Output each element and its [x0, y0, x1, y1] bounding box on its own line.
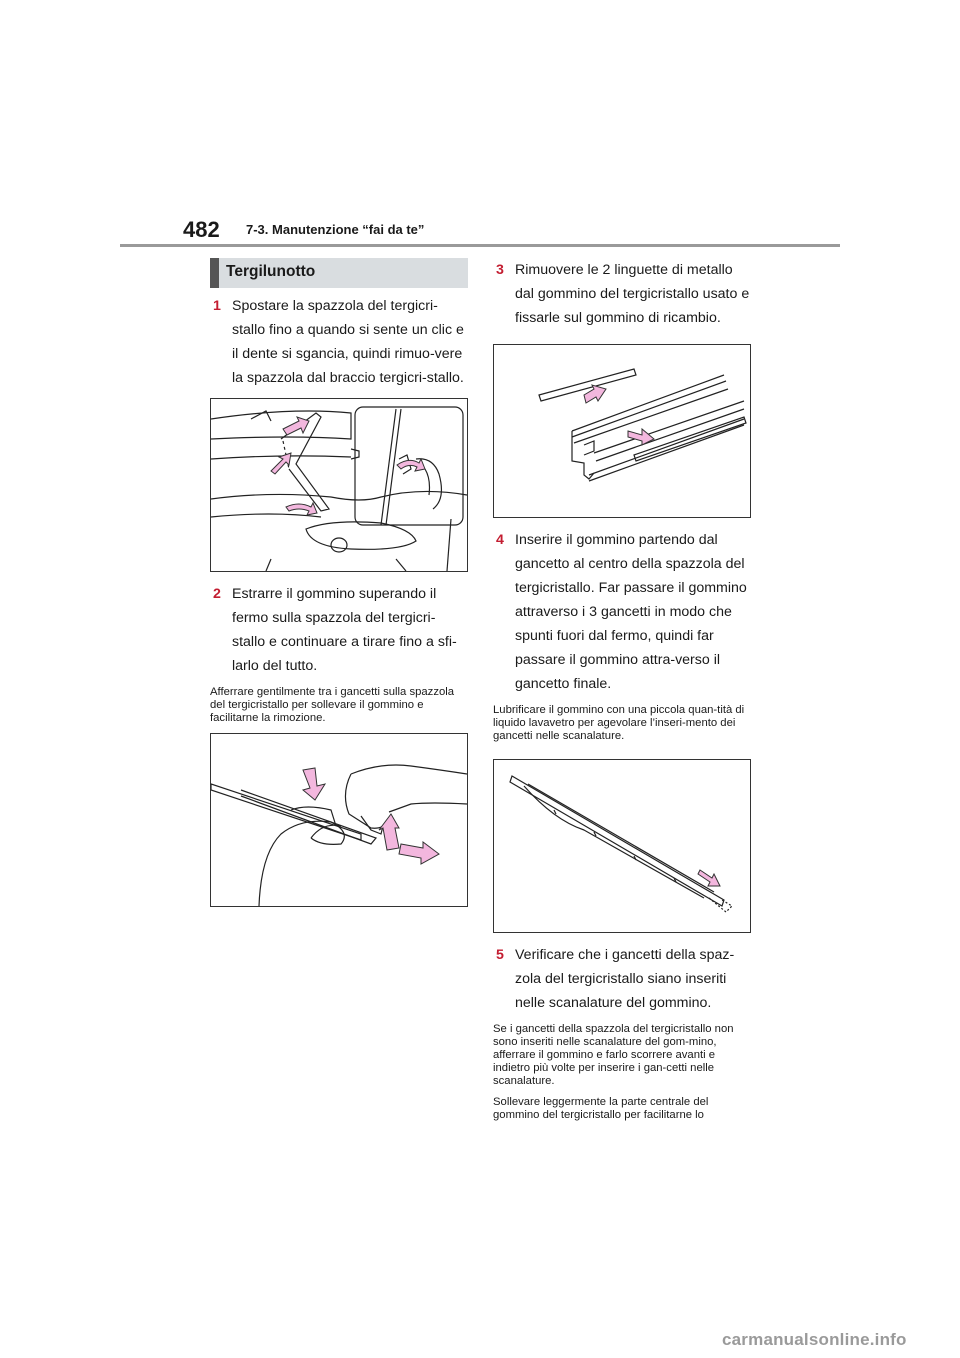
section-heading-text: Tergilunotto [226, 263, 316, 280]
watermark: carmanualsonline.info [722, 1330, 907, 1349]
step-2 [210, 582, 468, 678]
header-divider [120, 244, 840, 247]
step-text: Verificare che i gancetti della spaz-zola del tergicristallo siano inseriti nelle scanalature del gommino. [515, 947, 735, 1011]
figure-remove-wiper-blade [210, 398, 468, 572]
step-text: Spostare la spazzola del tergicri-stallo fino a quando si sente un clic e il dente si sgancia, quindi rimuo-vere la spazzola dal braccio tergicri-stallo. [232, 298, 464, 386]
step-number: 1 [213, 298, 221, 314]
step-text: Rimuovere le 2 linguette di metallo dal gommino del tergicristallo usato e fissarle sul gommino di ricambio. [515, 262, 750, 326]
step-4 [493, 528, 751, 696]
section-title: 7-3. Manutenzione “fai da te” [246, 222, 425, 237]
step-1 [210, 294, 468, 390]
figure-metal-strips [493, 344, 751, 518]
note-text: Sollevare leggermente la parte centrale del gommino del tergicristallo per facilitarne lo [493, 1096, 709, 1121]
right-column [493, 258, 751, 1130]
section-heading [210, 258, 468, 288]
step-number: 2 [213, 586, 221, 602]
step-text: Inserire il gommino partendo dal gancetto al centro della spazzola del tergicristallo. Far passare il gommino attraverso i 3 gancetti in modo che spunti fuori dal fermo, quindi far passare il gommino attra-verso il gancetto finale. [515, 532, 747, 692]
note-text: Se i gancetti della spazzola del tergicristallo non sono inseriti nelle scanalature del gom-mino, afferrare il gommino e farlo scorrere avanti e indietro più volte per inserire i gan-cetti nelle scanalature. [493, 1023, 734, 1087]
left-column [210, 258, 468, 917]
figure-pull-rubber [210, 733, 468, 907]
step-number: 4 [496, 532, 504, 548]
figure-insert-rubber [493, 759, 751, 933]
wiper-blade-removal-illustration [211, 399, 467, 571]
step-text: Estrarre il gommino superando il fermo sulla spazzola del tergicri-stallo e continuare a tirare fino a sfi-larlo del tutto. [232, 586, 457, 674]
rubber-pull-illustration [211, 734, 467, 906]
rubber-insert-illustration [494, 760, 748, 932]
page-number: 482 [183, 217, 220, 242]
step-number: 5 [496, 947, 504, 963]
note-text: Lubrificare il gommino con una piccola quan-tità di liquido lavavetro per agevolare l’inseri-mento dei gancetti nelle scanalature. [493, 704, 745, 742]
step-5 [493, 943, 751, 1015]
step-number: 3 [496, 262, 504, 278]
metal-strips-illustration [494, 345, 748, 517]
note-text: Afferrare gentilmente tra i gancetti sulla spazzola del tergicristallo per sollevare il gommino e facilitarne la rimozione. [210, 686, 455, 724]
step-3 [493, 258, 751, 330]
